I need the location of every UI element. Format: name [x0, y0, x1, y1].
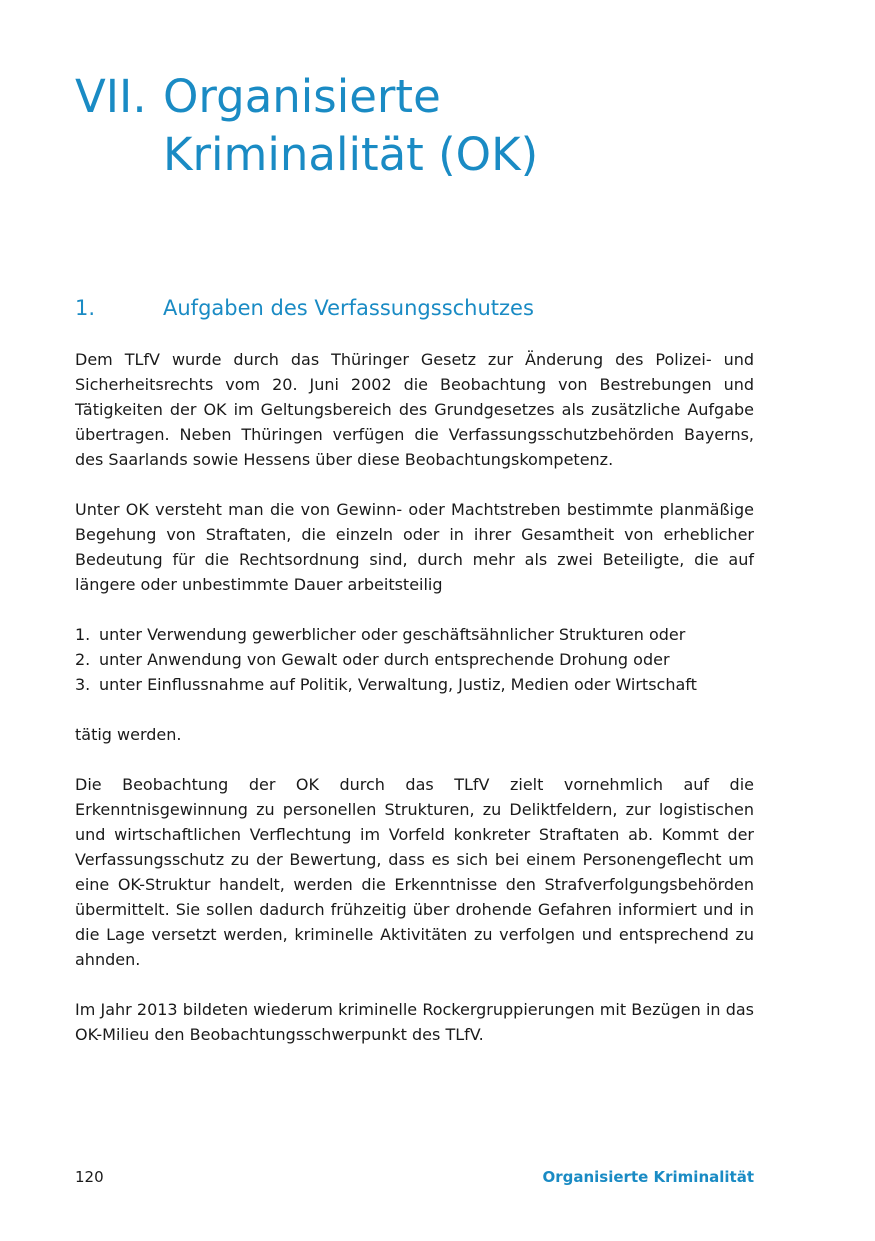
list-item — [75, 647, 754, 672]
chapter-heading — [75, 68, 763, 184]
list-item — [75, 672, 754, 697]
running-title: Organisierte Kriminalität — [542, 1168, 754, 1186]
list-item-number: 2. — [75, 650, 91, 669]
section-title: Aufgaben des Verfassungsschutzes — [163, 296, 534, 320]
paragraph-3: tätig werden. — [75, 725, 182, 744]
list-item-text: unter Anwendung von Gewalt oder durch entsprechende Drohung oder — [99, 650, 670, 669]
body-text — [75, 347, 754, 1072]
chapter-title-line1: Organisierte — [163, 70, 441, 123]
paragraph-4: Die Beobachtung der OK durch das TLfV zielt vornehmlich auf die Erkenntnisgewinnung zu personellen Strukturen, zu Deliktfeldern, zur logistischen und wirtschaftlichen Verflechtung im Vorfeld konkreter Straftaten ab. Kommt der Verfassungsschutz zu der Bewertung, dass es sich bei einem Personengeflecht um eine OK-Struktur handelt, werden die Erkenntnisse den Strafverfolgungsbehörden übermittelt. Sie sollen dadurch frühzeitig über drohende Gefahren informiert und in die Lage versetzt werden, kriminelle Aktivitäten zu verfolgen und entsprechend zu ahnden. — [75, 775, 754, 969]
page-number: 120 — [75, 1168, 104, 1186]
list-item-number: 3. — [75, 675, 91, 694]
section-heading — [75, 294, 534, 322]
paragraph-5: Im Jahr 2013 bildeten wiederum kriminelle Rockergruppierungen mit Bezügen in das OK-Milieu den Beobachtungsschwerpunkt des TLfV. — [75, 1000, 754, 1044]
list-item-number: 1. — [75, 625, 91, 644]
list-item — [75, 622, 754, 647]
paragraph-1: Dem TLfV wurde durch das Thüringer Gesetz zur Änderung des Polizei- und Sicherheitsrechts vom 20. Juni 2002 die Beobachtung von Bestrebungen und Tätigkeiten der OK im Geltungsbereich des Grundgesetzes als zusätzliche Aufgabe übertragen. Neben Thüringen verfügen die Verfassungsschutzbehörden Bayerns, des Saarlands sowie Hessens über diese Beobachtungskompetenz. — [75, 350, 754, 469]
chapter-number: VII. — [75, 70, 147, 123]
chapter-title — [163, 68, 763, 184]
paragraph-2: Unter OK versteht man die von Gewinn- oder Machtstreben bestimmte planmäßige Begehung von Straftaten, die einzeln oder in ihrer Gesamtheit von erheblicher Bedeutung für die Rechtsordnung sind, durch mehr als zwei Beteiligte, die auf längere oder unbestimmte Dauer arbeitsteilig — [75, 500, 754, 594]
list-item-text: unter Verwendung gewerblicher oder geschäftsähnlicher Strukturen oder — [99, 625, 686, 644]
list-item-text: unter Einflussnahme auf Politik, Verwaltung, Justiz, Medien oder Wirtschaft — [99, 675, 697, 694]
criteria-list — [75, 622, 754, 697]
chapter-title-line2: Kriminalität (OK) — [163, 128, 539, 181]
section-number: 1. — [75, 296, 96, 320]
